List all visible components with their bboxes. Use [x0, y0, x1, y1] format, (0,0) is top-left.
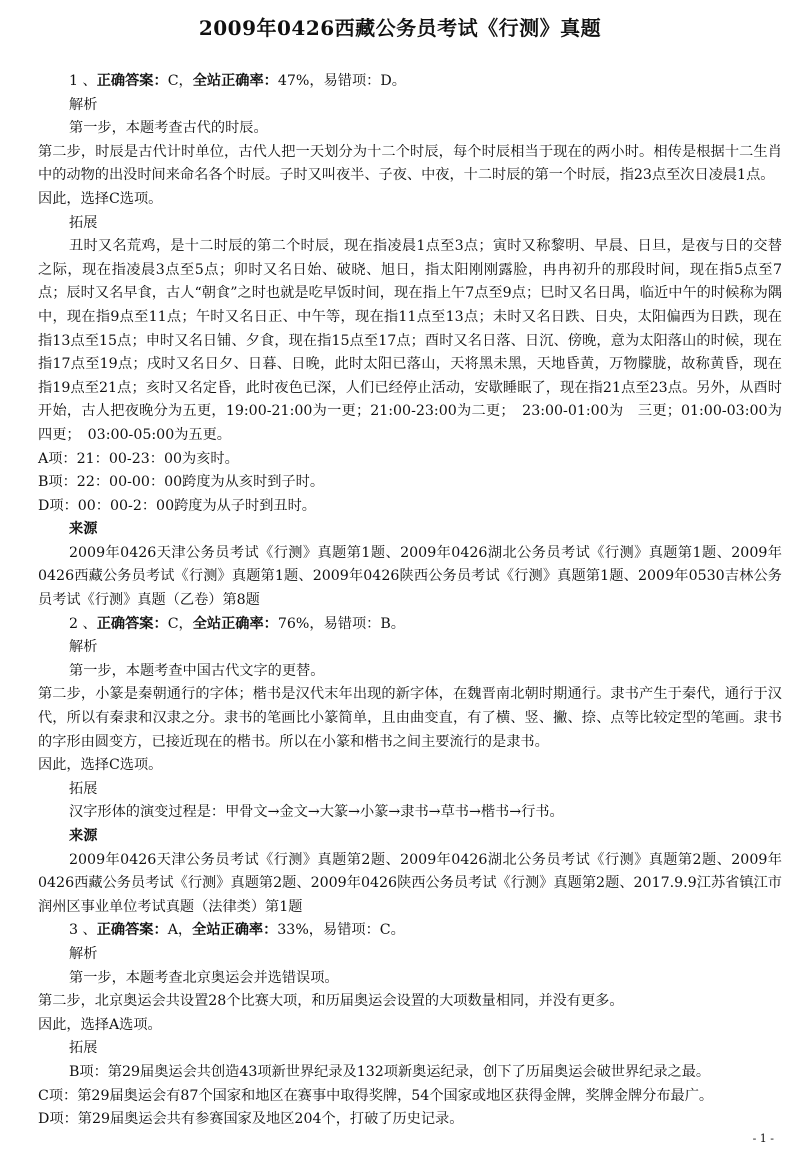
expand-line: 汉字形体的演变过程是：甲骨文→金文→大篆→小篆→隶书→草书→楷书→行书。 — [69, 804, 564, 821]
page-title: 2009年0426西藏公务员考试《行测》真题 — [198, 16, 602, 40]
question-number: 1 、 — [69, 73, 97, 89]
analysis-step2: 第二步，小篆是秦朝通行的字体；楷书是汉代末年出现的新字体，在魏晋南北朝时期通行。隶书产生于秦代，通行于汉代，所以有秦隶和汉隶之分。隶书的笔画比小篆简单，且由曲变直，有了横、竖、撇、捺、点等比较定型的笔画。隶书的字形由圆变方，已接近现在的楷书。所以在小篆和楷书之间主要流行的是隶书。 — [38, 686, 782, 750]
expand-line: B项：第29届奥运会共创造43项新世界纪录及132项新奥运纪录，创下了历届奥运会破世界纪录之最。 — [69, 1063, 711, 1080]
analysis-conclusion: 因此，选择C选项。 — [38, 190, 163, 207]
expand-heading: 拓展 — [69, 214, 98, 231]
question-number: 2 、 — [69, 615, 97, 632]
answer-line — [38, 919, 782, 943]
analysis-step1: 第一步，本题考查北京奥运会并选错误项。 — [69, 969, 339, 986]
analysis-step1: 第一步，本题考查中国古代文字的更替。 — [69, 662, 325, 679]
analysis-heading: 解析 — [69, 639, 98, 656]
rate-value: 47%， — [277, 73, 324, 89]
answer-line — [38, 70, 782, 94]
analysis-step1: 第一步，本题考查古代的时辰。 — [69, 120, 268, 137]
answer-label: 正确答案： — [96, 615, 168, 632]
rate-label: 全站正确率： — [192, 73, 278, 89]
analysis-heading: 解析 — [69, 945, 98, 962]
source-heading: 来源 — [69, 521, 98, 538]
answer-line — [38, 613, 782, 637]
error-label: 易错项： — [323, 73, 381, 89]
expand-line: B项：22：00-00：00跨度为从亥时到子时。 — [38, 474, 325, 491]
page-number: - 1 - — [752, 1132, 774, 1145]
expand-heading: 拓展 — [69, 1040, 98, 1057]
analysis-conclusion: 因此，选择A选项。 — [38, 1016, 162, 1033]
expand-line: D项：00：00-2：00跨度为从子时到丑时。 — [38, 497, 316, 514]
source-text: 2009年0426天津公务员考试《行测》真题第2题、2009年0426湖北公务员考试《行测》真题第2题、2009年0426西藏公务员考试《行测》真题第2题、2009年0426陕西公务员考试《行测》真题第2题、2017.9.9江苏省镇江市润州区事业单位考试真题（法律类）第1题 — [38, 851, 782, 915]
analysis-step2: 第二步，北京奥运会共设置28个比赛大项，和历届奥运会设置的大项数量相同，并没有更多。 — [38, 993, 624, 1010]
error-value: D。 — [380, 73, 406, 89]
error-label: 易错项： — [323, 615, 381, 632]
question-number: 3 、 — [69, 922, 97, 939]
expand-line: A项：21：00-23：00为亥时。 — [38, 450, 239, 467]
answer-value: C， — [167, 73, 193, 89]
answer-value: C， — [167, 615, 193, 632]
expand-heading: 拓展 — [69, 780, 98, 797]
analysis-step2: 第二步，时辰是古代计时单位，古代人把一天划分为十二个时辰，每个时辰相当于现在的两小时。相传是根据十二生肖中的动物的出没时间来命名各个时辰。子时又叫夜半、子夜、中夜，十二时辰的第一个时辰，指23点至次日凌晨1点。 — [38, 143, 782, 184]
error-value: C。 — [379, 922, 405, 939]
analysis-conclusion: 因此，选择C选项。 — [38, 757, 163, 774]
rate-label: 全站正确率： — [192, 615, 278, 632]
answer-label: 正确答案： — [96, 922, 168, 939]
rate-label: 全站正确率： — [192, 922, 278, 939]
source-text: 2009年0426天津公务员考试《行测》真题第1题、2009年0426湖北公务员考试《行测》真题第1题、2009年0426西藏公务员考试《行测》真题第1题、2009年0426陕西公务员考试《行测》真题第1题、2009年0530吉林公务员考试《行测》真题（乙卷）第8题 — [38, 544, 782, 609]
answer-label: 正确答案： — [96, 73, 168, 89]
rate-value: 76%， — [277, 615, 324, 632]
expand-line: 丑时又名荒鸡，是十二时辰的第二个时辰，现在指凌晨1点至3点；寅时又称黎明、早晨、日旦，是夜与日的交替之际，现在指凌晨3点至5点；卯时又名日始、破晓、旭日，指太阳刚刚露脸，冉冉初升的那段时间，现在指5点至7点；辰时又名早食，古人“朝食”之时也就是吃早饭时间，现在指上午7点至9点；巳时又名日禺，临近中午的时候称为隅中，现在指9点至11点；午时又名日正、中午等，现在指11点至13点；未时又名日跌、日央，太阳偏西为日跌，现在指13点至15点；申时又名日铺、夕食，现在指15点至17点；酉时又名日落、日沉、傍晚，意为太阳落山的时候，现在指17点至19点；戌时又名日夕、日暮、日晚，此时太阳已落山，天将黑未黑，天地昏黄，万物朦胧，故称黄昏，现在指19点至21点；亥时又名定昏，此时夜色已深，人们已经停止活动，安歇睡眠了，现在指21点至23点。另外，从酉时开始，古人把夜晚分为五更，19:00-21:00为一更；21:00-23:00为二更； 23:00-01:00为 三更；01:00-03:00为四更； 03:00-05:00为五更。 — [38, 238, 782, 443]
error-label: 易错项： — [323, 922, 380, 939]
error-value: B。 — [380, 615, 405, 632]
answer-value: A， — [167, 922, 193, 939]
expand-line: D项：第29届奥运会共有参赛国家及地区204个，打破了历史记录。 — [38, 1111, 464, 1128]
document-body — [38, 70, 782, 1132]
expand-line: C项：第29届奥运会有87个国家和地区在赛事中取得奖牌，54个国家或地区获得金牌，奖牌金牌分布最广。 — [38, 1087, 714, 1104]
source-heading: 来源 — [69, 828, 98, 844]
analysis-heading: 解析 — [69, 96, 98, 113]
rate-value: 33%， — [277, 922, 323, 939]
